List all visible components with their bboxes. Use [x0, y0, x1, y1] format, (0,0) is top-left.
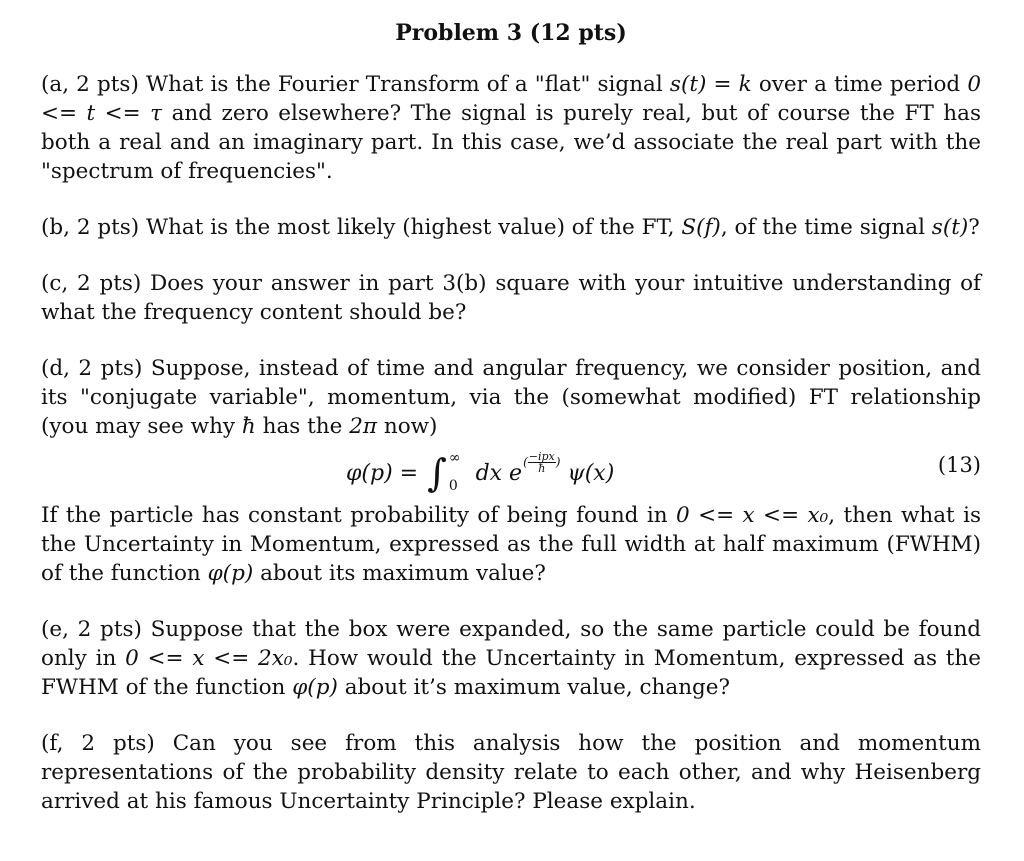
math-x-range: 0 <= x <= x₀	[676, 503, 829, 528]
part-e	[41, 615, 981, 702]
part-b-text-3: ?	[968, 215, 980, 240]
math-phi-p: φ(p)	[207, 561, 254, 586]
part-e-text-3: about it’s maximum value, change?	[344, 675, 731, 700]
problem-title: Problem 3 (12 pts)	[395, 20, 627, 46]
part-a-text-3: and zero elsewhere? The signal is purely real, but of course the FT has both a real and an imaginary part. In this case, we’d associate the real part with the "spectrum of frequencies".	[41, 101, 981, 184]
part-c: (c, 2 pts) Does your answer in part 3(b) square with your intuitive understanding of what the frequency content should be?	[41, 271, 981, 325]
equation-body	[346, 447, 614, 496]
integral-lower-limit: 0	[448, 478, 458, 494]
math-s-equals-k: s(t) = k	[669, 72, 752, 97]
part-d-text-2: has the	[262, 414, 343, 439]
part-b	[41, 213, 981, 242]
part-d	[41, 354, 981, 441]
part-a-text-2: over a time period	[758, 72, 961, 97]
part-d-question-2: , then what is the Uncertainty in Momentum, expressed as the full width at half maximum (FWHM) of the function	[41, 503, 981, 586]
math-x-range-2: 0 <= x <= 2x₀	[125, 646, 293, 671]
math-two-pi: 2π	[349, 414, 378, 439]
part-f: (f, 2 pts) Can you see from this analysis how the position and momentum representations of the probability density relate to each other, and why Heisenberg arrived at his famous Uncertainty Principle? Please explain.	[41, 731, 981, 814]
part-d-text-1: (d, 2 pts) Suppose, instead of time and angular frequency, we consider position, and its "conjugate variable", momentum, via the (somewhat modified) FT relationship (you may see why	[41, 356, 981, 439]
part-e-text-1: (e, 2 pts) Suppose that the box were expanded, so the same particle could be found only in	[41, 617, 981, 671]
part-d-question	[41, 501, 981, 588]
part-e-text-2: . How would the Uncertainty in Momentum, expressed as the FWHM of the function	[41, 646, 981, 700]
equation-psi: ψ(x)	[567, 461, 615, 486]
part-d-question-1: If the particle has constant probability of being found in	[41, 503, 668, 528]
part-b-text-1: (b, 2 pts) What is the most likely (highest value) of the FT,	[41, 215, 675, 240]
part-a-text-1: (a, 2 pts) What is the Fourier Transform of a "flat" signal	[41, 72, 663, 97]
problem-page	[41, 18, 981, 816]
equation-lhs: φ(p) =	[346, 461, 419, 486]
equation-dx-e: dx e	[475, 461, 523, 486]
math-t-range: 0 <= t <= τ	[41, 72, 982, 126]
integral-upper-limit: ∞	[448, 450, 461, 466]
integral-sign: ∫	[427, 451, 447, 495]
equation-number: (13)	[937, 453, 981, 477]
math-s-of-t: s(t)	[931, 215, 969, 240]
exponent-denominator: ħ	[538, 462, 546, 475]
equation-13	[41, 443, 981, 499]
part-b-text-2: , of the time signal	[720, 215, 925, 240]
exponent-fraction	[528, 451, 556, 474]
part-d-text-3: now)	[383, 414, 438, 439]
part-a	[41, 70, 981, 186]
exponent-numerator: −ipx	[528, 450, 555, 463]
part-d-question-3: about its maximum value?	[260, 561, 546, 586]
math-phi-p-2: φ(p)	[292, 675, 338, 700]
integral-limits	[449, 451, 461, 493]
exponent: ( −ipx ħ )	[523, 450, 561, 475]
math-hbar: ħ	[241, 414, 256, 439]
math-S-of-f: S(f)	[681, 215, 721, 240]
